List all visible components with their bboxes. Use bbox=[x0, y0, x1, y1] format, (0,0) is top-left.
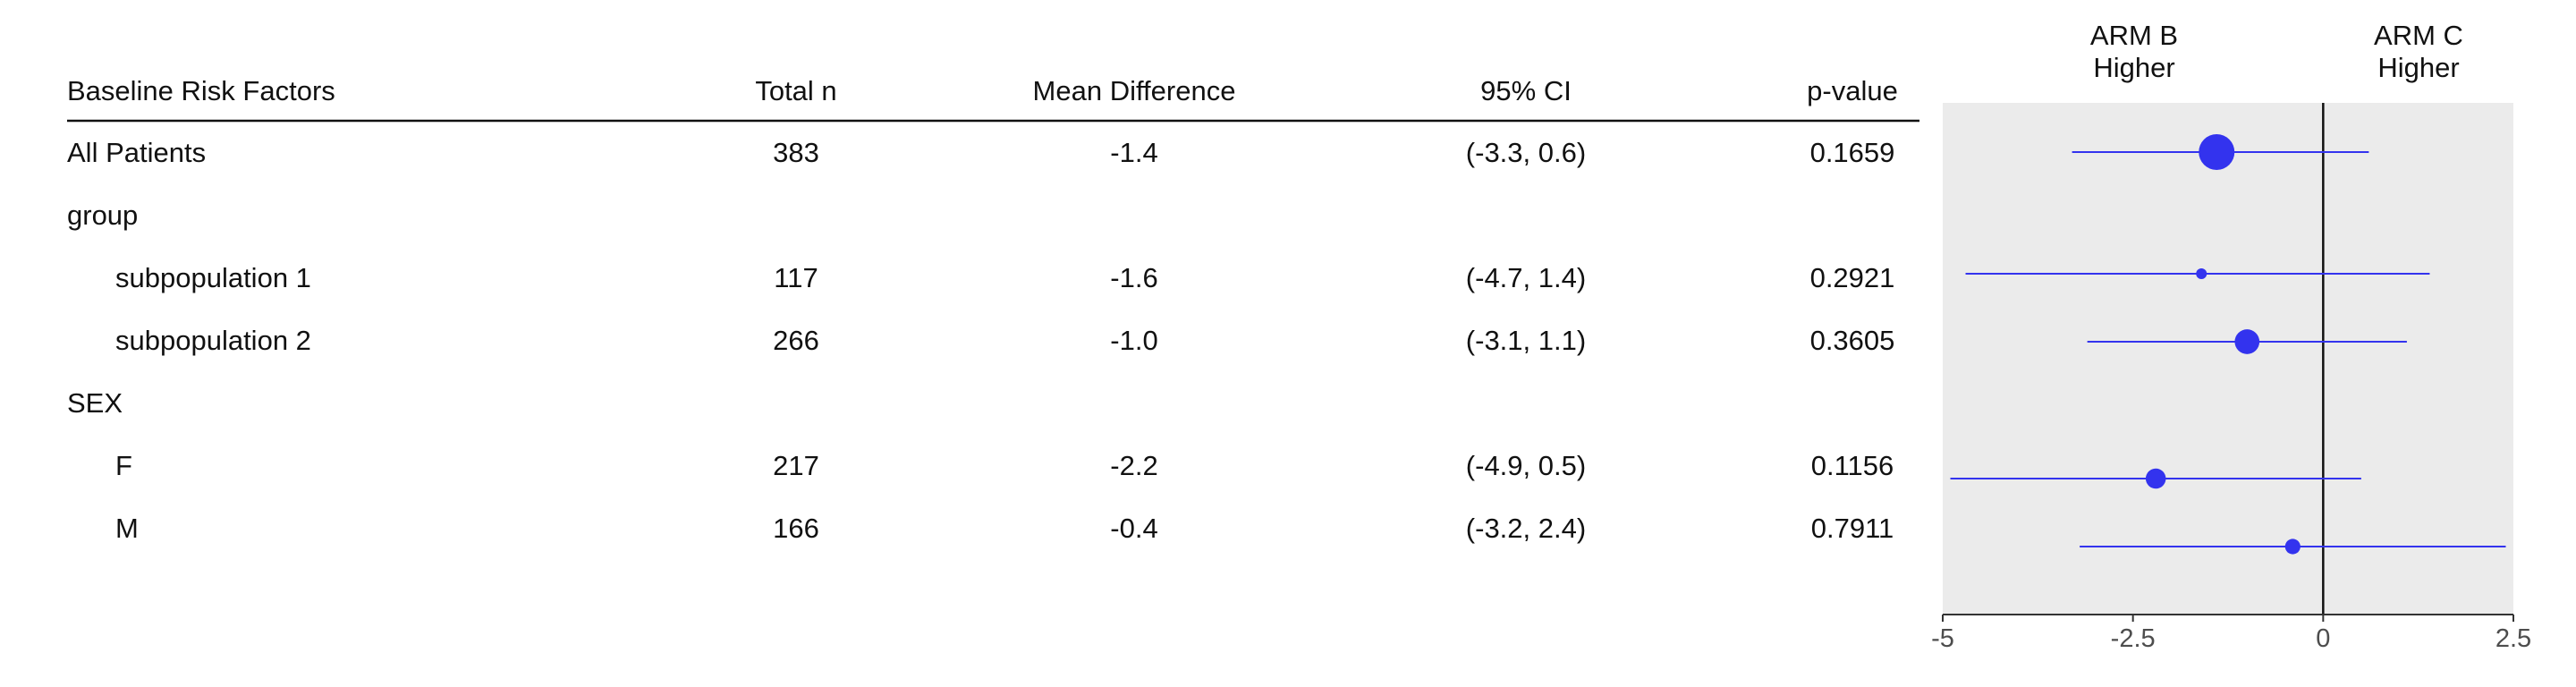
x-tick-label: 0 bbox=[2316, 624, 2331, 653]
row-label: SEX bbox=[67, 387, 123, 419]
row-p-value: 0.1659 bbox=[1809, 137, 1895, 168]
header-total-n: Total n bbox=[755, 75, 837, 106]
table-row bbox=[67, 137, 1894, 168]
row-label: F bbox=[115, 450, 132, 481]
row-mean-difference: -1.6 bbox=[1110, 262, 1158, 293]
plot-panel bbox=[1943, 103, 2513, 615]
row-ci: (-3.3, 0.6) bbox=[1465, 137, 1587, 168]
row-label: group bbox=[67, 199, 139, 231]
arm-c-label-line2: Higher bbox=[2377, 52, 2460, 83]
arm-c-label-line1: ARM C bbox=[2374, 20, 2463, 51]
row-mean-difference: -1.4 bbox=[1110, 137, 1158, 168]
x-tick-label: 2.5 bbox=[2495, 624, 2532, 653]
point-estimate-marker bbox=[2146, 469, 2166, 489]
row-mean-difference: -0.4 bbox=[1110, 513, 1158, 544]
table-body bbox=[67, 137, 1894, 544]
table-row bbox=[115, 325, 1894, 356]
x-axis-ticks bbox=[1931, 615, 2531, 653]
table-row bbox=[115, 513, 1894, 544]
point-estimate-marker bbox=[2199, 134, 2234, 170]
header-95-ci: 95% CI bbox=[1480, 75, 1572, 106]
table-row bbox=[115, 262, 1894, 293]
row-ci: (-3.1, 1.1) bbox=[1465, 325, 1587, 356]
x-tick-label: -2.5 bbox=[2110, 624, 2156, 653]
row-total-n: 117 bbox=[774, 262, 818, 293]
header-p-value: p-value bbox=[1807, 75, 1898, 106]
row-label: M bbox=[115, 513, 139, 544]
table-row bbox=[115, 450, 1894, 481]
row-label: subpopulation 2 bbox=[115, 325, 311, 356]
point-estimate-marker bbox=[2285, 539, 2301, 554]
header-mean-difference: Mean Difference bbox=[1032, 75, 1236, 106]
row-mean-difference: -2.2 bbox=[1110, 450, 1158, 481]
row-label: All Patients bbox=[67, 137, 207, 168]
row-p-value: 0.2921 bbox=[1809, 262, 1895, 293]
row-total-n: 217 bbox=[773, 450, 819, 481]
row-p-value: 0.7911 bbox=[1810, 513, 1894, 544]
row-p-value: 0.1156 bbox=[1810, 450, 1894, 481]
row-p-value: 0.3605 bbox=[1809, 325, 1895, 356]
row-total-n: 383 bbox=[773, 137, 819, 168]
row-ci: (-3.2, 2.4) bbox=[1465, 513, 1587, 544]
forest-plot bbox=[1931, 20, 2531, 653]
row-ci: (-4.9, 0.5) bbox=[1465, 450, 1587, 481]
arm-b-label-line2: Higher bbox=[2093, 52, 2175, 83]
table-header bbox=[67, 75, 1919, 121]
x-tick-label: -5 bbox=[1931, 624, 1954, 653]
table-row bbox=[67, 387, 123, 419]
row-label: subpopulation 1 bbox=[115, 262, 311, 293]
row-total-n: 166 bbox=[773, 513, 819, 544]
table-row bbox=[67, 199, 138, 231]
header-baseline-risk-factors: Baseline Risk Factors bbox=[67, 75, 335, 106]
row-total-n: 266 bbox=[773, 325, 819, 356]
point-estimate-marker bbox=[2196, 268, 2207, 279]
point-estimate-marker bbox=[2234, 329, 2259, 354]
row-ci: (-4.7, 1.4) bbox=[1465, 262, 1587, 293]
row-mean-difference: -1.0 bbox=[1110, 325, 1158, 356]
arm-b-label-line1: ARM B bbox=[2089, 20, 2179, 51]
